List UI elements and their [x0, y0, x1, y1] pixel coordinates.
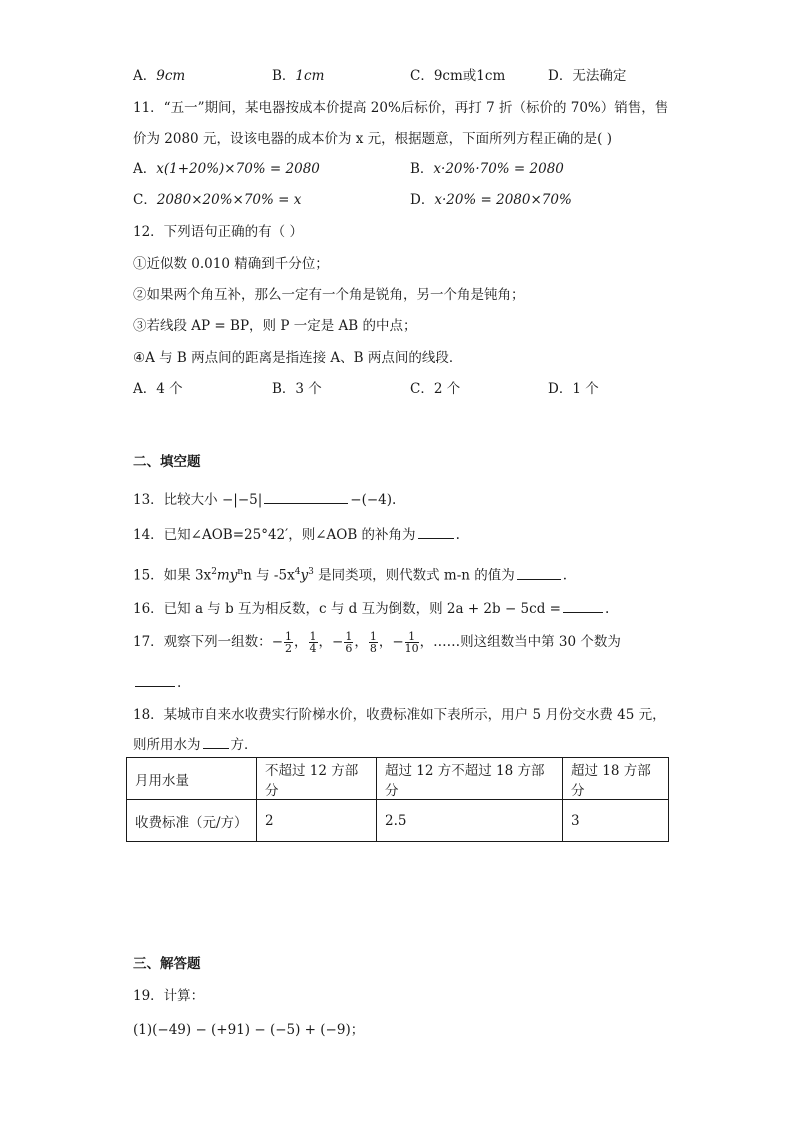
q12-item-4: ④A 与 B 两点间的距离是指连接 A、B 两点间的线段．	[133, 350, 463, 366]
table-cell: 3	[563, 800, 669, 842]
q13: 13．比较大小 −|−5| −(−4).	[133, 489, 396, 509]
q12-item-1: ①近似数 0.010 精确到千分位；	[133, 256, 329, 272]
q18-line1: 18．某城市自来水收费实行阶梯水价，收费标准如下表所示，用户 5 月份交水费 45 元，	[133, 707, 666, 723]
q11-line2: 价为 2080 元，设该电器的成本价为 x 元，根据题意，下面所列方程正确的是( )	[133, 131, 612, 147]
table-cell: 2.5	[377, 800, 563, 842]
q12-stem: 12．下列语句正确的有（ ）	[133, 224, 303, 240]
table-cell: 收费标准（元/方）	[127, 800, 257, 842]
q17: 17．观察下列一组数：− $\frac{1}{2}$ ， $\frac{1}{4}$ ，− $\frac{1}{6}$ ， $\frac{1}{8}$ ，− $\frac{1}{10}$ ，……则这组数当中第 30 个数为	[133, 630, 621, 655]
q10-option-c: C．9cm或1cm	[410, 68, 506, 84]
q13-answer-blank[interactable]	[264, 489, 348, 504]
q10-option-a: A．9cm	[133, 68, 186, 84]
q11-line1: 11．“五一”期间，某电器按成本价提高 20%后标价，再打 7 折（标价的 70%）销售，售	[133, 100, 669, 116]
table-cell: 2	[257, 800, 377, 842]
table-row	[127, 800, 669, 842]
q17-fraction-2: $\frac{1}{4}$	[309, 630, 317, 655]
q11-option-c: C．2080×20%×70% = x	[133, 192, 302, 208]
q12-option-a: A．4 个	[133, 381, 183, 397]
q12-item-2: ②如果两个角互补，那么一定有一个角是锐角，另一个角是钝角；	[133, 287, 525, 303]
q17-fraction-4: $\frac{1}{8}$	[369, 630, 377, 655]
q17-fraction-3: $\frac{1}{6}$	[345, 630, 353, 655]
q11-option-d: D．x·20% = 2080×70%	[410, 192, 572, 208]
table-header-cell: 超过 18 方部分	[563, 758, 669, 800]
q18-line2: 则所用水为 方．	[133, 734, 258, 754]
q17-fraction-5: $\frac{1}{10}$	[404, 630, 419, 655]
q19-part1: (1)(−49) − (+91) − (−5) + (−9)；	[133, 1022, 365, 1038]
q14: 14．已知∠AOB=25°42′，则∠AOB 的补角为 .	[133, 524, 460, 544]
table-row	[127, 758, 669, 800]
table-header-cell: 不超过 12 方部分	[257, 758, 377, 800]
q15: 15．如果 $3x^2my^nn$ 与 $-5x^4y^3$ 是同类项，则代数式 m-n 的值为 .	[133, 563, 567, 585]
q10-option-b: B．1cm	[272, 68, 325, 84]
section-title-fill-in: 二、填空题	[133, 454, 201, 470]
q12-option-d: D．1 个	[548, 381, 599, 397]
q11-option-b: B．x·20%·70% = 2080	[410, 161, 564, 177]
q12-option-b: B．3 个	[272, 381, 322, 397]
q18-answer-blank[interactable]	[203, 734, 229, 749]
q17-answer-line: .	[133, 672, 181, 692]
q16: 16．已知 a 与 b 互为相反数，c 与 d 互为倒数，则 2a + 2b − 5cd = .	[133, 598, 609, 618]
q12-option-c: C．2 个	[410, 381, 461, 397]
q14-answer-blank[interactable]	[418, 524, 454, 539]
q19-stem: 19．计算：	[133, 988, 205, 1004]
section-title-solve: 三、解答题	[133, 956, 201, 972]
q17-answer-blank[interactable]	[135, 672, 175, 687]
table-header-cell: 超过 12 方不超过 18 方部分	[377, 758, 563, 800]
q15-answer-blank[interactable]	[517, 565, 561, 580]
q12-item-3: ③若线段 AP = BP，则 P 一定是 AB 的中点；	[133, 318, 417, 334]
q16-answer-blank[interactable]	[563, 598, 603, 613]
water-fee-table	[126, 757, 669, 842]
q10-option-d: D．无法确定	[548, 68, 627, 84]
q11-option-a: A．x(1+20%)×70% = 2080	[133, 161, 320, 177]
q17-fraction-1: $\frac{1}{2}$	[285, 630, 292, 655]
table-header-cell: 月用水量	[127, 758, 257, 800]
